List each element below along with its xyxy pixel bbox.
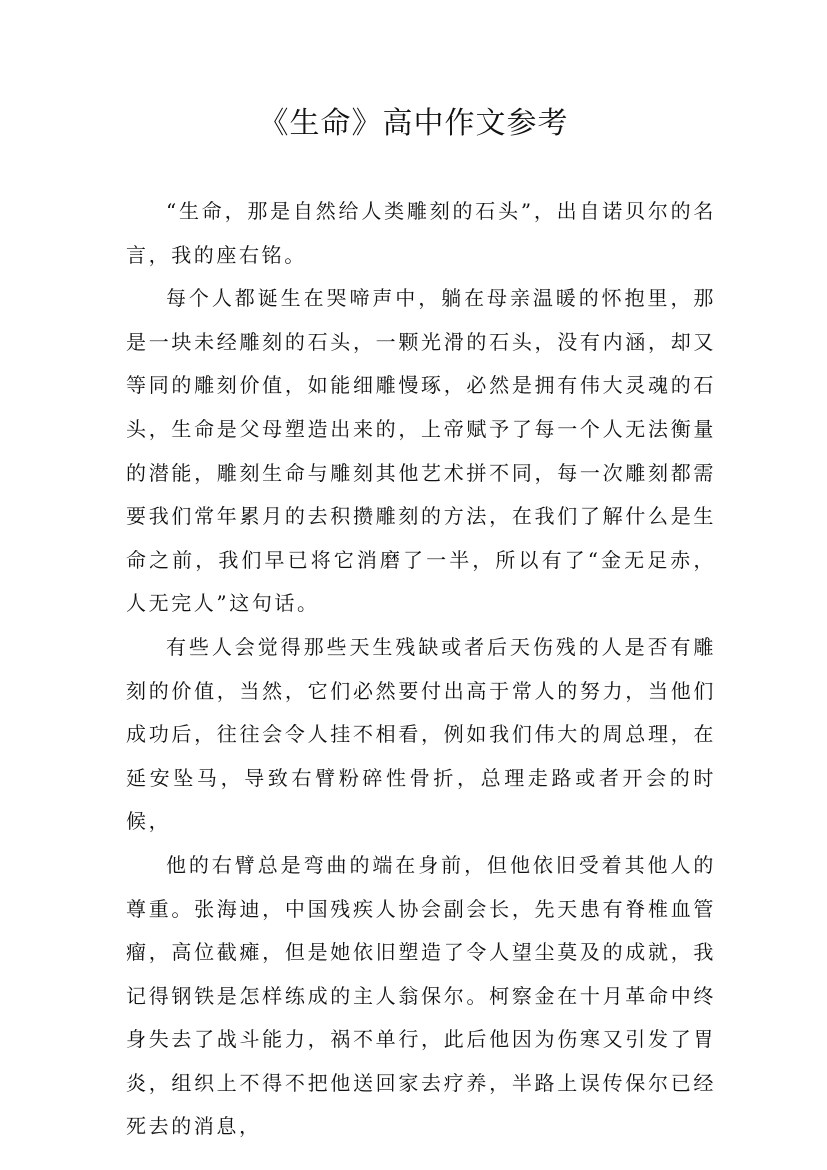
- paragraph-3: 有些人会觉得那些天生残缺或者后天伤残的人是否有雕刻的价值，当然，它们必然要付出高于常人的努力，当他们成功后，往往会令人挂不相看，例如我们伟大的周总理，在延安坠马，导致右臂粉碎性骨折，总理走路或者开会的时候，: [126, 634, 716, 834]
- paragraph-2: 每个人都诞生在哭啼声中，躺在母亲温暖的怀抱里，那是一块未经雕刻的石头，一颗光滑的石头，没有内涵，却又等同的雕刻价值，如能细雕慢琢，必然是拥有伟大灵魂的石头，生命是父母塑造出来的，上帝赋予了每一个人无法衡量的潜能，雕刻生命与雕刻其他艺术拼不同，每一次雕刻都需要我们常年累月的去积攒雕刻的方法，在我们了解什么是生命之前，我们早已将它消磨了一半，所以有了“金无足赤，人无完人”这句话。: [126, 286, 716, 616]
- paragraph-1: “生命，那是自然给人类雕刻的石头”，出自诺贝尔的名言，我的座右铭。: [126, 199, 716, 267]
- document-body: [126, 190, 716, 1149]
- paragraph-4: 他的右臂总是弯曲的端在身前，但他依旧受着其他人的尊重。张海迪，中国残疾人协会副会长，先天患有脊椎血管瘤，高位截瘫，但是她依旧塑造了令人望尘莫及的成就，我记得钢铁是怎样练成的主人翁保尔。柯察金在十月革命中终身失去了战斗能力，祸不单行，此后他因为伤寒又引发了胃炎，组织上不得不把他送回家去疗养，半路上误传保尔已经死去的消息，: [126, 852, 716, 1139]
- document-title: 《生命》高中作文参考: [258, 106, 569, 141]
